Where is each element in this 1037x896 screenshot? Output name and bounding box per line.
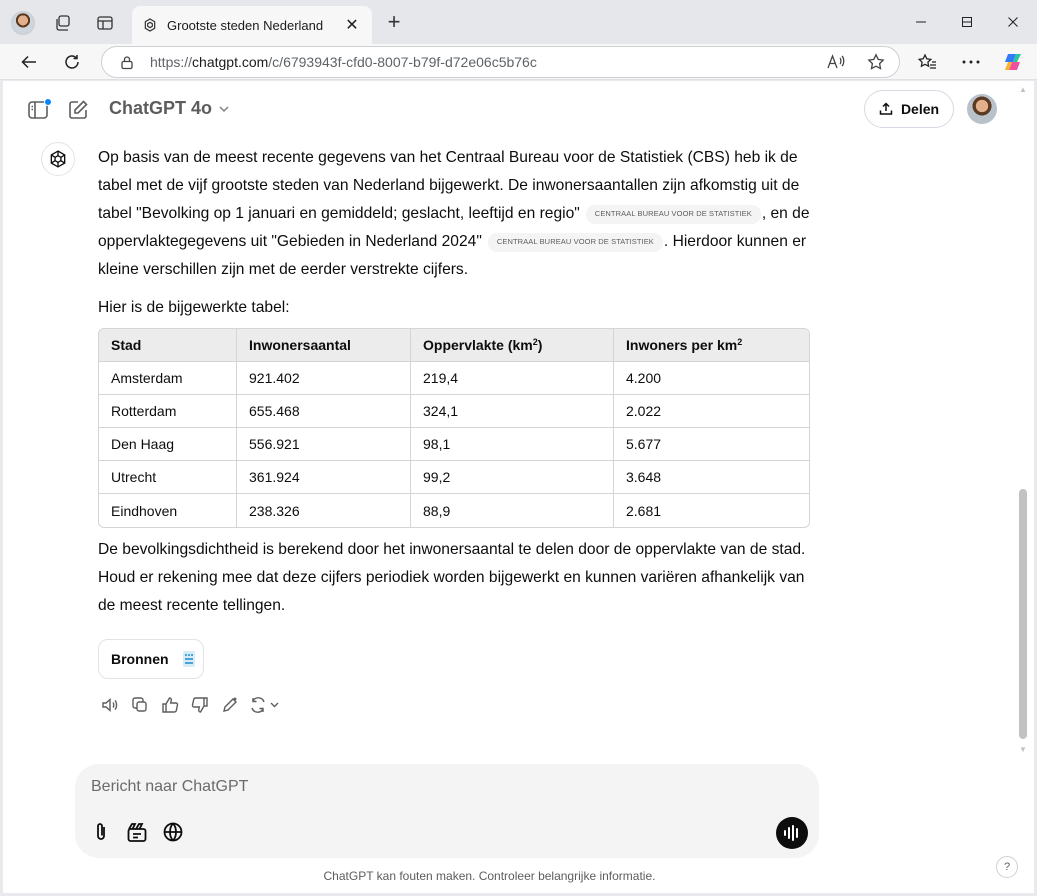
help-button[interactable]: ? [996, 856, 1018, 878]
message-text-1b: , en de oppervlaktegegevens uit "Gebieden in Nederland 2024" [98, 205, 810, 250]
refresh-button[interactable] [58, 48, 86, 76]
sidebar-toggle-button[interactable] [25, 97, 53, 123]
area-header-text: Oppervlakte (km [423, 337, 533, 353]
scroll-up-icon[interactable]: ▲ [1019, 85, 1027, 94]
cell-density: 5.677 [614, 428, 809, 461]
tab-close-icon[interactable]: ✕ [345, 17, 359, 34]
cell-area: 324,1 [411, 395, 614, 428]
area-header-close: ) [537, 337, 543, 353]
area-header-sup: 2 [532, 337, 538, 347]
scroll-down-icon[interactable]: ▼ [1019, 745, 1027, 754]
cell-area: 99,2 [411, 461, 614, 494]
cell-area: 88,9 [411, 494, 614, 527]
lock-icon[interactable] [120, 55, 134, 70]
openai-favicon-icon [142, 17, 158, 33]
cell-population: 921.402 [237, 362, 411, 395]
column-header-population: Inwonersaantal [237, 329, 411, 362]
share-button[interactable] [864, 90, 954, 128]
read-aloud-icon[interactable] [826, 53, 846, 76]
cell-population: 238.326 [237, 494, 411, 527]
table-row [99, 428, 809, 461]
profile-button[interactable] [8, 8, 38, 38]
table-row [99, 494, 809, 527]
url-host: chatgpt.com [192, 54, 269, 70]
message-paragraph-2: Hier is de bijgewerkte tabel: [98, 299, 290, 316]
cell-density: 2.022 [614, 395, 809, 428]
density-header-text: Inwoners per km [626, 337, 738, 353]
voice-mode-button[interactable] [776, 817, 808, 849]
thumbs-down-button[interactable] [190, 695, 210, 715]
url-path: /c/6793943f-cfd0-8007-b79f-d72e06c5b76c [268, 54, 537, 70]
message-paragraph-1 [98, 144, 813, 284]
thumbs-up-button[interactable] [160, 695, 180, 715]
more-menu-icon[interactable] [957, 48, 985, 76]
cities-table [98, 328, 810, 528]
column-header-city: Stad [99, 329, 237, 362]
table-header-row [99, 329, 809, 362]
message-paragraph-3: De bevolkingsdichtheid is berekend door het inwonersaantal te delen door de oppervlakte van de stad. Houd er rekening mee dat deze cijfers periodiek worden bijgewerkt en kunnen variëren afhankelijk van de meest recente tellingen. [98, 541, 806, 614]
upload-icon [879, 102, 893, 116]
address-bar-row [0, 44, 1037, 80]
column-header-density [614, 329, 809, 362]
table-row [99, 362, 809, 395]
close-window-button[interactable] [990, 0, 1036, 44]
share-label: Delen [900, 101, 940, 117]
chatgpt-logo-icon [41, 142, 75, 176]
table-row [99, 395, 809, 428]
minimize-button[interactable] [898, 0, 944, 44]
scrollbar-thumb[interactable] [1019, 489, 1027, 739]
citation-chip-1[interactable]: CENTRAAL BUREAU VOOR DE STATISTIEK [586, 205, 761, 224]
tab-title: Grootste steden Nederland [167, 17, 324, 33]
tools-icon[interactable] [125, 820, 149, 844]
message-actions [100, 695, 282, 715]
assistant-message [98, 144, 813, 322]
tab-strip [0, 0, 1037, 44]
maximize-button[interactable] [944, 0, 990, 44]
web-search-icon[interactable] [161, 820, 185, 844]
sources-favicon-icon [181, 650, 197, 668]
read-aloud-button[interactable] [100, 695, 120, 715]
profile-avatar [11, 11, 35, 35]
cell-city: Rotterdam [99, 395, 237, 428]
message-input[interactable] [91, 776, 691, 798]
cell-density: 3.648 [614, 461, 809, 494]
waveform-icon [783, 825, 801, 841]
tab-actions-icon[interactable] [90, 8, 120, 38]
attach-icon[interactable] [89, 820, 113, 844]
regenerate-button[interactable] [250, 695, 282, 715]
tab-active[interactable] [132, 6, 372, 44]
favorite-star-icon[interactable] [867, 53, 885, 76]
cell-population: 655.468 [237, 395, 411, 428]
favorites-icon[interactable] [914, 48, 942, 76]
message-text-1c: . Hierdoor kunnen er kleine verschillen zijn met de eerder verstrekte cijfers. [98, 233, 807, 278]
cell-population: 556.921 [237, 428, 411, 461]
new-tab-button[interactable]: + [387, 9, 401, 34]
citation-chip-2[interactable]: CENTRAAL BUREAU VOOR DE STATISTIEK [488, 233, 663, 252]
edit-canvas-button[interactable] [220, 695, 240, 715]
composer [75, 764, 819, 858]
cell-area: 98,1 [411, 428, 614, 461]
url-scheme: https:// [150, 54, 193, 70]
density-header-sup: 2 [737, 337, 743, 347]
url-field[interactable] [101, 46, 900, 78]
table-row [99, 461, 809, 494]
chevron-down-icon [218, 103, 230, 115]
notification-dot [44, 98, 52, 106]
message-text-1a: Op basis van de meest recente gegevens van het Centraal Bureau voor de Statistiek (CBS) heb ik de tabel met de vijf grootste steden van Nederland bijgewerkt. De inwonersaantallen zijn afkomstig uit de tabel "Bevolking op 1 januari en gemiddeld; geslacht, leeftijd en regio" [98, 149, 800, 222]
cell-population: 361.924 [237, 461, 411, 494]
url-text [150, 54, 537, 70]
copy-button[interactable] [130, 695, 150, 715]
cell-city: Utrecht [99, 461, 237, 494]
cell-city: Den Haag [99, 428, 237, 461]
sources-label: Bronnen [111, 651, 169, 667]
sources-button[interactable] [98, 639, 204, 679]
user-avatar[interactable] [967, 94, 997, 124]
back-button[interactable] [15, 48, 43, 76]
cell-city: Eindhoven [99, 494, 237, 527]
model-title: ChatGPT 4o [109, 98, 213, 118]
workspaces-icon[interactable] [48, 8, 78, 38]
disclaimer: ChatGPT kan fouten maken. Controleer belangrijke informatie. [323, 869, 656, 883]
cell-area: 219,4 [411, 362, 614, 395]
chatgpt-page [3, 81, 1034, 893]
model-selector[interactable] [109, 98, 230, 119]
cell-density: 4.200 [614, 362, 809, 395]
cell-city: Amsterdam [99, 362, 237, 395]
new-chat-button[interactable] [65, 97, 91, 123]
copilot-icon[interactable] [1000, 48, 1028, 76]
column-header-area [411, 329, 614, 362]
cell-density: 2.681 [626, 502, 662, 519]
